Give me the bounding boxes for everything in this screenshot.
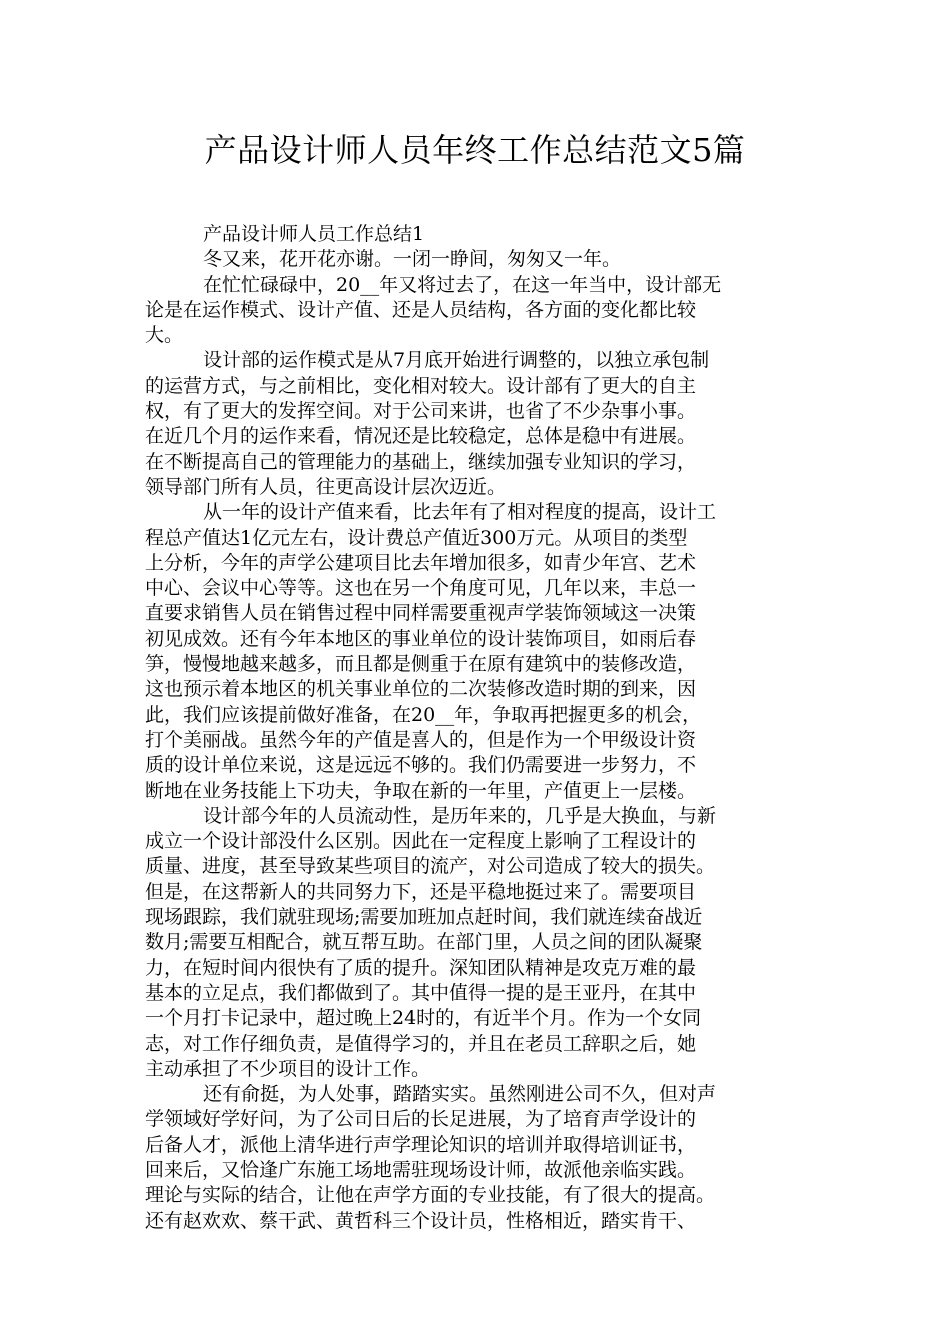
text-line: 程总产值达1亿元左右，设计费总产值近300万元。从项目的类型 xyxy=(145,526,688,549)
text-line: 初见成效。还有今年本地区的事业单位的设计装饰项目，如雨后春 xyxy=(145,627,697,650)
text-line: 笋，慢慢地越来越多，而且都是侧重于在原有建筑中的装修改造， xyxy=(145,653,697,676)
text-line: 在近几个月的运作来看，情况还是比较稳定，总体是稳中有进展。 xyxy=(145,425,697,448)
text-line: 论是在运作模式、设计产值、还是人员结构，各方面的变化都比较 xyxy=(145,298,697,321)
document-title: 产品设计师人员年终工作总结范文5篇 xyxy=(204,131,746,169)
text-line: 在不断提高自己的管理能力的基础上，继续加强专业知识的学习， xyxy=(145,450,697,473)
text-line: 设计部的运作模式是从7月底开始进行调整的，以独立承包制 xyxy=(203,349,710,372)
text-line: 设计部今年的人员流动性，是历年来的，几乎是大换血，与新 xyxy=(203,804,717,827)
text-line: 从一年的设计产值来看，比去年有了相对程度的提高，设计工 xyxy=(203,501,717,524)
text-line: 的运营方式，与之前相比，变化相对较大。设计部有了更大的自主 xyxy=(145,374,697,397)
text-line: 力，在短时间内很快有了质的提升。深知团队精神是攻克万难的最 xyxy=(145,956,697,979)
text-line: 大。 xyxy=(145,324,184,347)
text-line: 后备人才，派他上清华进行声学理论知识的培训并取得培训证书， xyxy=(145,1133,697,1156)
text-line: 基本的立足点，我们都做到了。其中值得一提的是王亚丹，在其中 xyxy=(145,981,697,1004)
text-line: 这也预示着本地区的机关事业单位的二次装修改造时期的到来，因 xyxy=(145,678,697,701)
text-line: 理论与实际的结合，让他在声学方面的专业技能，有了很大的提高。 xyxy=(145,1184,716,1207)
text-line: 但是，在这帮新人的共同努力下，还是平稳地挺过来了。需要项目 xyxy=(145,880,697,903)
text-line: 主动承担了不少项目的设计工作。 xyxy=(145,1057,431,1080)
text-line: 在忙忙碌碌中，20__年又将过去了，在这一年当中，设计部无 xyxy=(203,273,722,296)
text-line: 上分析，今年的声学公建项目比去年增加很多，如青少年宫、艺术 xyxy=(145,551,697,574)
section-heading: 产品设计师人员工作总结1 xyxy=(203,223,425,245)
text-line: 质的设计单位来说，这是远远不够的。我们仍需要进一步努力，不 xyxy=(145,754,697,777)
text-line: 一个月打卡记录中，超过晚上24时的，有近半个月。作为一个女同 xyxy=(145,1007,702,1030)
text-line: 此，我们应该提前做好准备，在20__年，争取再把握更多的机会， xyxy=(145,703,702,726)
text-line: 质量、进度，甚至导致某些项目的流产，对公司造成了较大的损失。 xyxy=(145,855,716,878)
text-line: 权，有了更大的发挥空间。对于公司来讲，也省了不少杂事小事。 xyxy=(145,400,697,423)
text-line: 数月;需要互相配合，就互帮互助。在部门里，人员之间的团队凝聚 xyxy=(145,931,703,954)
text-line: 成立一个设计部没什么区别。因此在一定程度上影响了工程设计的 xyxy=(145,830,697,853)
text-line: 还有赵欢欢、蔡干武、黄哲科三个设计员，性格相近，踏实肯干、 xyxy=(145,1209,697,1232)
document-body xyxy=(145,222,815,1234)
text-line: 志，对工作仔细负责，是值得学习的，并且在老员工辞职之后，她 xyxy=(145,1032,697,1055)
text-line: 断地在业务技能上下功夫，争取在新的一年里，产值更上一层楼。 xyxy=(145,779,697,802)
text-line: 直要求销售人员在销售过程中同样需要重视声学装饰领域这一决策 xyxy=(145,602,697,625)
text-line: 中心、会议中心等等。这也在另一个角度可见，几年以来，丰总一 xyxy=(145,577,697,600)
text-line: 还有俞挺，为人处事，踏踏实实。虽然刚进公司不久，但对声 xyxy=(203,1083,717,1106)
text-line: 回来后，又恰逢广东施工场地需驻现场设计师，故派他亲临实践。 xyxy=(145,1158,697,1181)
text-line: 冬又来，花开花亦谢。一闭一睁间，匆匆又一年。 xyxy=(203,248,622,271)
text-line: 领导部门所有人员，往更高设计层次迈近。 xyxy=(145,475,507,498)
text-line: 现场跟踪，我们就驻现场;需要加班加点赶时间，我们就连续奋战近 xyxy=(145,906,703,929)
text-line: 学领域好学好问，为了公司日后的长足进展，为了培育声学设计的 xyxy=(145,1108,697,1131)
text-line: 打个美丽战。虽然今年的产值是喜人的，但是作为一个甲级设计资 xyxy=(145,728,697,751)
